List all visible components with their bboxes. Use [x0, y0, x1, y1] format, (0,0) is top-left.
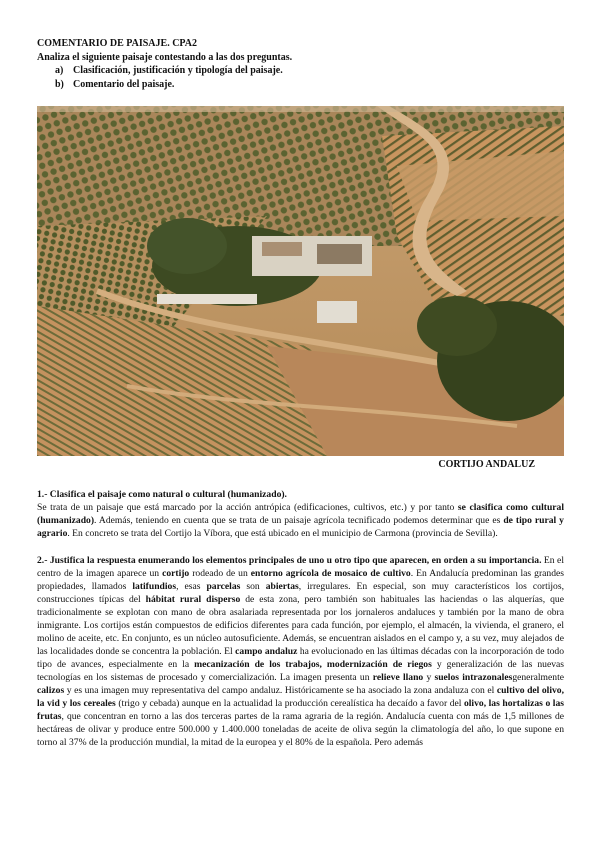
text-run: son: [240, 581, 266, 592]
text-run: , irregulares. En especial, son muy característicos los cortijos, construcciones típicas del: [37, 581, 564, 605]
bold-run: olivo, las hortalizas o las frutas: [37, 698, 564, 722]
answer-2: [37, 554, 564, 749]
text-run: y: [423, 672, 435, 683]
document-header: [37, 37, 292, 91]
item-key: b): [55, 78, 64, 90]
cortijo-aerial-photo: [37, 106, 564, 456]
instructions: Analiza el siguiente paisaje contestando a las dos preguntas.: [37, 51, 293, 63]
landscape-illustration: [37, 106, 564, 456]
text-run: Se trata de un paisaje que está marcado por la acción antrópica (edificaciones, cultivos, etc.) y por tanto: [37, 502, 458, 513]
item-text: Clasificación, justificación y tipología del paisaje.: [73, 65, 283, 76]
bold-run: cortijo: [162, 568, 190, 579]
text-run: (trigo y cebada) aunque en la actualidad la producción cerealística ha decaído a favor del: [115, 698, 464, 709]
bold-run: cultivo del olivo, la vid y los cereales: [37, 685, 565, 709]
answer-1: [37, 501, 564, 540]
text-run: ha evolucionado en las últimas décadas con la incorporación de todo tipo de avances, especialmente en la: [37, 646, 564, 670]
document-title: COMENTARIO DE PAISAJE. CPA2: [37, 38, 198, 49]
bold-run: latifundios: [132, 581, 177, 592]
question-2: 2.- Justifica la respuesta enumerando los elementos principales de uno u otro tipo que aparecen, en orden a su importancia.: [37, 555, 542, 566]
item-text: Comentario del paisaje.: [73, 78, 175, 90]
text-run: generalmente: [512, 672, 564, 683]
bold-run: de tipo rural y agrario: [37, 515, 564, 539]
bold-run: entorno agrícola de mosaico de cultivo: [250, 568, 411, 579]
bold-run: suelos intrazonales: [434, 672, 513, 683]
text-run: rodeado de un: [189, 568, 251, 579]
bold-run: hábitat rural disperso: [145, 594, 241, 605]
item-key: a): [55, 65, 64, 76]
figure-caption: CORTIJO ANDALUZ: [438, 459, 535, 470]
question-1: 1.- Clasifica el paisaje como natural o cultural (humanizado).: [37, 489, 287, 500]
bold-run: mecanización de los trabajos, modernización de riegos: [194, 659, 432, 670]
instruction-item-a: [37, 64, 292, 78]
text-run: . Además, teniendo en cuenta que se trata de un paisaje agrícola tecnificado podemos determinar que es: [94, 515, 504, 526]
text-run: de esta zona, pero también son habituales las haciendas o las alquerías, que tradicionalmente se explotan con mano de obra asalariada representada por los jornaleros andaluces y también por la mano de obra inmigrante. Los cortijos están compuestos de edificios diferentes para cada función, por ejemplo, el almacén, la vivienda, el granero, el molino de aceite, etc. En conjunto, es un núcleo autosuficiente. Además, se encuentran aislados en el campo y, a su vez, muy alejados de las localidades donde se concentra la población. El: [37, 594, 564, 657]
bold-run: se clasifica como cultural (humanizado): [37, 502, 565, 526]
bold-run: campo andaluz: [235, 646, 298, 657]
bold-run: relieve llano: [372, 672, 424, 683]
answer-body: [37, 488, 564, 749]
instruction-item-b: [37, 78, 292, 92]
bold-run: calizos: [37, 685, 65, 696]
text-run: y generalización de las nuevas tecnologías en los sistemas de procesado y comercialización. La imagen presenta un: [37, 659, 564, 683]
bold-run: abiertas: [265, 581, 299, 592]
text-run: , que concentran en torno a las dos terceras partes de la rama agraria de la región. Andalucía cuenta con más de 1,5 millones de hectáreas de olivar y produce entre 500.000 y 1.400.000 toneladas de aceite de oliva según la climatología del año, lo que supone en torno al 37% de la producción mundial, la mitad de la europea y el 80% de la española. Pero además: [37, 711, 564, 748]
text-run: En el centro de la imagen aparece un: [37, 555, 564, 579]
text-run: . En Andalucía predominan las grandes propiedades, llamados: [37, 568, 564, 592]
text-run: y es una imagen muy representativa del campo andaluz. Históricamente se ha asociado la zona andaluza con el: [64, 685, 497, 696]
text-run: . En concreto se trata del Cortijo la Víbora, que está ubicado en el municipio de Carmona (provincia de Sevilla).: [67, 528, 498, 539]
bold-run: parcelas: [206, 581, 241, 592]
text-run: , esas: [176, 581, 207, 592]
